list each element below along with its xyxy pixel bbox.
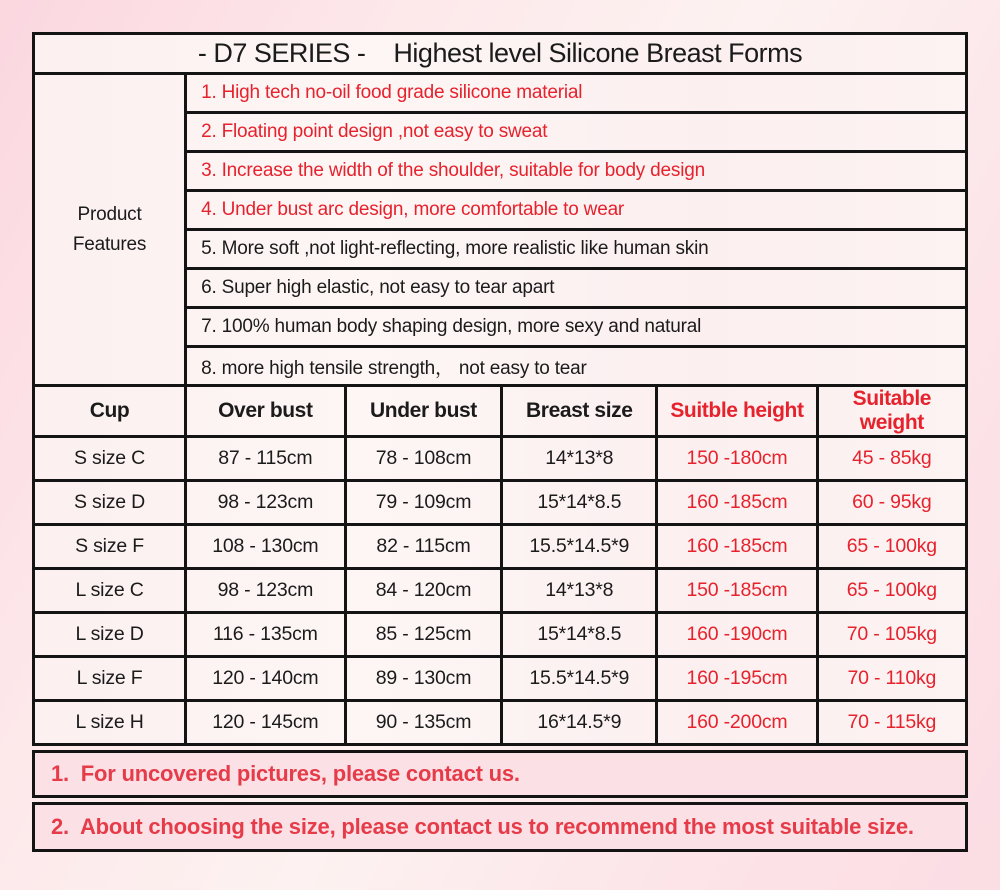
cell-breast-size: 15*14*8.5 (502, 613, 657, 657)
cell-suitable-height: 160 -200cm (657, 701, 817, 745)
cell-cup: S size D (34, 481, 186, 525)
cell-cup: L size C (34, 569, 186, 613)
col-header-breast-size: Breast size (502, 386, 657, 437)
cell-suitable-weight: 65 - 100kg (817, 569, 966, 613)
size-row (34, 569, 967, 613)
cell-under-bust: 78 - 108cm (345, 437, 502, 481)
title-row (34, 34, 967, 74)
cell-cup: L size F (34, 657, 186, 701)
cell-suitable-height: 150 -180cm (657, 437, 817, 481)
page-title: - D7 SERIES - Highest level Silicone Breast Forms (34, 34, 967, 74)
cell-breast-size: 16*14.5*9 (502, 701, 657, 745)
feature-item-7: 7. 100% human body shaping design, more sexy and natural (186, 308, 967, 347)
size-row (34, 657, 967, 701)
spec-table (32, 32, 968, 746)
cell-suitable-weight: 60 - 95kg (817, 481, 966, 525)
cell-breast-size: 14*13*8 (502, 569, 657, 613)
cell-under-bust: 89 - 130cm (345, 657, 502, 701)
size-row (34, 525, 967, 569)
cell-suitable-height: 160 -190cm (657, 613, 817, 657)
cell-cup: S size C (34, 437, 186, 481)
col-header-under-bust: Under bust (345, 386, 502, 437)
features-label-line1: Product (77, 204, 142, 226)
col-header-cup: Cup (34, 386, 186, 437)
feature-row (34, 74, 967, 113)
cell-cup: L size D (34, 613, 186, 657)
size-row (34, 613, 967, 657)
cell-over-bust: 116 - 135cm (186, 613, 346, 657)
cell-over-bust: 98 - 123cm (186, 481, 346, 525)
features-label-line2: Features (72, 233, 147, 255)
cell-under-bust: 84 - 120cm (345, 569, 502, 613)
cell-suitable-weight: 45 - 85kg (817, 437, 966, 481)
note-size-recommendation: 2. About choosing the size, please contact us to recommend the most suitable size. (32, 802, 968, 852)
cell-breast-size: 15*14*8.5 (502, 481, 657, 525)
cell-breast-size: 15.5*14.5*9 (502, 525, 657, 569)
cell-breast-size: 15.5*14.5*9 (502, 657, 657, 701)
cell-suitable-weight: 70 - 105kg (817, 613, 966, 657)
size-row (34, 701, 967, 745)
feature-item-5: 5. More soft ,not light-reflecting, more realistic like human skin (186, 230, 967, 269)
note-contact-pictures: 1. For uncovered pictures, please contact us. (32, 750, 968, 798)
cell-cup: S size F (34, 525, 186, 569)
cell-under-bust: 90 - 135cm (345, 701, 502, 745)
spec-sheet (32, 32, 968, 746)
feature-item-1: 1. High tech no-oil food grade silicone material (186, 74, 967, 113)
cell-suitable-weight: 70 - 115kg (817, 701, 966, 745)
cell-under-bust: 79 - 109cm (345, 481, 502, 525)
cell-suitable-height: 150 -185cm (657, 569, 817, 613)
cell-over-bust: 87 - 115cm (186, 437, 346, 481)
col-header-over-bust: Over bust (186, 386, 346, 437)
feature-item-3: 3. Increase the width of the shoulder, suitable for body design (186, 152, 967, 191)
cell-suitable-height: 160 -195cm (657, 657, 817, 701)
cell-over-bust: 98 - 123cm (186, 569, 346, 613)
cell-suitable-height: 160 -185cm (657, 481, 817, 525)
feature-item-2: 2. Floating point design ,not easy to sweat (186, 113, 967, 152)
cell-cup: L size H (34, 701, 186, 745)
feature-item-4: 4. Under bust arc design, more comfortable to wear (186, 191, 967, 230)
size-row (34, 481, 967, 525)
cell-suitable-weight: 70 - 110kg (817, 657, 966, 701)
size-table-header-row (34, 386, 967, 437)
col-header-suitable-weight: Suitable weight (817, 386, 966, 437)
cell-suitable-weight: 65 - 100kg (817, 525, 966, 569)
cell-over-bust: 120 - 140cm (186, 657, 346, 701)
col-header-suitable-height: Suitble height (657, 386, 817, 437)
cell-over-bust: 120 - 145cm (186, 701, 346, 745)
cell-under-bust: 82 - 115cm (345, 525, 502, 569)
cell-over-bust: 108 - 130cm (186, 525, 346, 569)
feature-item-8: 8. more high tensile strength， not easy to tear (186, 347, 967, 386)
size-row (34, 437, 967, 481)
feature-item-6: 6. Super high elastic, not easy to tear apart (186, 269, 967, 308)
cell-under-bust: 85 - 125cm (345, 613, 502, 657)
features-label (34, 74, 186, 386)
cell-suitable-height: 160 -185cm (657, 525, 817, 569)
cell-breast-size: 14*13*8 (502, 437, 657, 481)
